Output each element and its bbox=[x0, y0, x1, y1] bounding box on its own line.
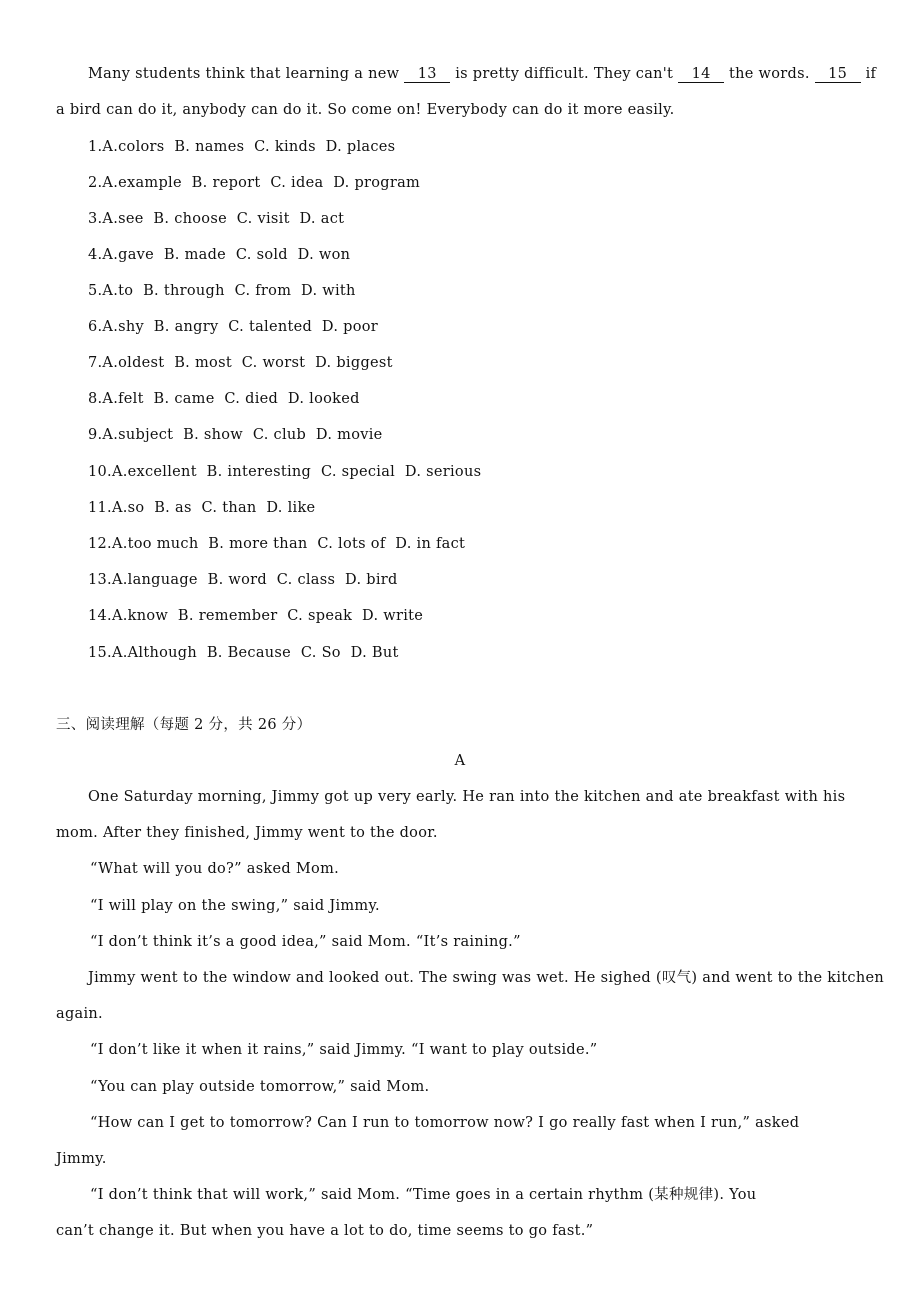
option-line: 7.A.oldest B. most C. worst D. biggest bbox=[88, 355, 393, 371]
cloze-line-2: a bird can do it, anybody can do it. So come on! Everybody can do it more easily. bbox=[56, 102, 675, 118]
cloze-line-1 bbox=[88, 64, 876, 84]
option-line: 14.A.know B. remember C. speak D. write bbox=[88, 608, 424, 624]
option-line: 2.A.example B. report C. idea D. program bbox=[88, 175, 421, 191]
option-line: 9.A.subject B. show C. club D. movie bbox=[88, 427, 383, 443]
blank-14: 14 bbox=[678, 66, 724, 83]
passage-line: “How can I get to tomorrow? Can I run to tomorrow now? I go really fast when I run,” asked bbox=[90, 1115, 800, 1131]
option-line: 6.A.shy B. angry C. talented D. poor bbox=[88, 319, 379, 335]
blank-13: 13 bbox=[404, 66, 450, 83]
passage-line: “You can play outside tomorrow,” said Mom. bbox=[90, 1079, 430, 1095]
option-line: 5.A.to B. through C. from D. with bbox=[88, 283, 356, 299]
passage-line: “What will you do?” asked Mom. bbox=[90, 861, 340, 877]
option-line: 3.A.see B. choose C. visit D. act bbox=[88, 211, 345, 227]
passage-line: can’t change it. But when you have a lot to do, time seems to go fast.” bbox=[56, 1223, 594, 1239]
passage-line: Jimmy. bbox=[56, 1151, 107, 1167]
passage-line: “I don’t think it’s a good idea,” said Mom. “It’s raining.” bbox=[90, 934, 521, 950]
passage-line: mom. After they finished, Jimmy went to the door. bbox=[56, 825, 438, 841]
cloze-text: Many students think that learning a new bbox=[88, 66, 405, 82]
option-line: 11.A.so B. as C. than D. like bbox=[88, 500, 316, 516]
section-heading: 三、阅读理解（每题 2 分，共 26 分） bbox=[56, 717, 312, 733]
option-line: 10.A.excellent B. interesting C. special D. serious bbox=[88, 464, 482, 480]
option-line: 8.A.felt B. came C. died D. looked bbox=[88, 391, 360, 407]
option-line: 15.A.Although B. Because C. So D. But bbox=[88, 645, 399, 661]
passage-line: “I don’t think that will work,” said Mom. “Time goes in a certain rhythm (某种规律). You bbox=[90, 1187, 757, 1203]
cloze-text: if bbox=[860, 66, 877, 82]
blank-15: 15 bbox=[815, 66, 861, 83]
cloze-text: is pretty difficult. They can't bbox=[450, 66, 679, 82]
passage-label: A bbox=[454, 753, 466, 769]
option-line: 13.A.language B. word C. class D. bird bbox=[88, 572, 398, 588]
option-line: 4.A.gave B. made C. sold D. won bbox=[88, 247, 351, 263]
option-line: 12.A.too much B. more than C. lots of D. in fact bbox=[88, 536, 466, 552]
option-line: 1.A.colors B. names C. kinds D. places bbox=[88, 139, 396, 155]
passage-line: “I will play on the swing,” said Jimmy. bbox=[90, 898, 380, 914]
cloze-text: the words. bbox=[724, 66, 815, 82]
passage-line: One Saturday morning, Jimmy got up very early. He ran into the kitchen and ate breakfast with his bbox=[88, 789, 846, 805]
passage-line: again. bbox=[56, 1006, 103, 1022]
passage-line: “I don’t like it when it rains,” said Jimmy. “I want to play outside.” bbox=[90, 1042, 598, 1058]
passage-line: Jimmy went to the window and looked out. The swing was wet. He sighed (叹气) and went to the kitchen bbox=[88, 970, 884, 986]
